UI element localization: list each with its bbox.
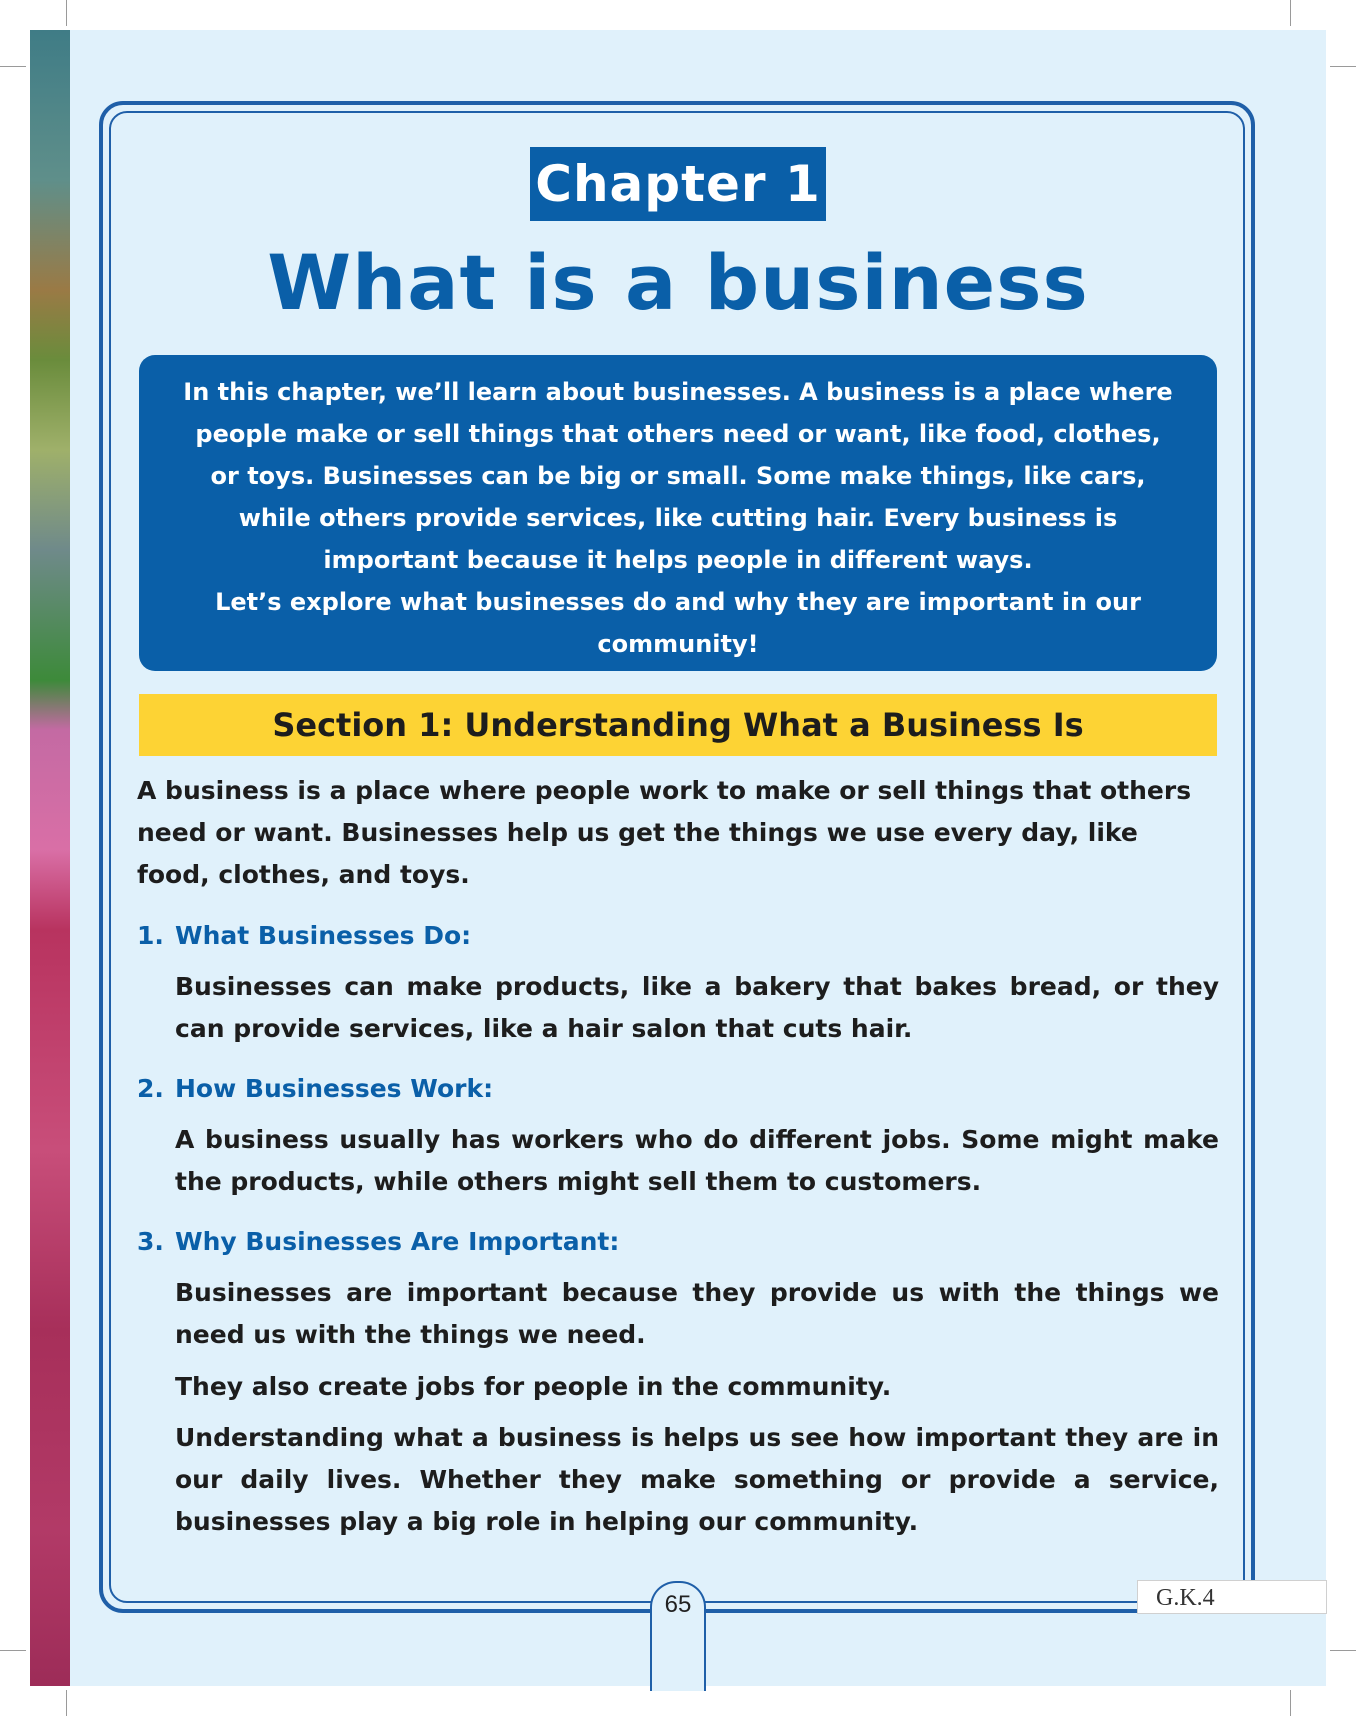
list-item-heading xyxy=(137,1221,619,1263)
crop-mark xyxy=(66,1690,67,1716)
crop-mark xyxy=(1290,0,1291,26)
crop-mark xyxy=(0,1650,26,1651)
crop-mark xyxy=(0,66,26,67)
decorative-art-strip xyxy=(30,30,70,1686)
intro-closing: Let’s explore what businesses do and why they are important in our community! xyxy=(215,588,1141,658)
list-item-heading xyxy=(137,915,471,957)
list-item-number: 2. xyxy=(137,1074,164,1103)
list-item-text: A business usually has workers who do different jobs. Some might make the products, while others might sell them to customers. xyxy=(175,1125,1219,1196)
list-item-title: How Businesses Work: xyxy=(175,1074,494,1103)
list-item-title: Why Businesses Are Important: xyxy=(175,1227,620,1256)
list-item-heading xyxy=(137,1068,493,1110)
chapter-title: What is a business xyxy=(267,238,1089,327)
section-intro: A business is a place where people work to make or sell things that others need or want. Businesses help us get the things we use every day, like food, clothes, and toys. xyxy=(137,776,1192,889)
crop-mark xyxy=(1330,1650,1356,1651)
list-item-text: Businesses are important because they provide us with the things we need us with the things we need. xyxy=(175,1278,1219,1349)
list-item-title: What Businesses Do: xyxy=(175,921,472,950)
crop-mark xyxy=(66,0,67,26)
list-item-text: They also create jobs for people in the community. xyxy=(175,1372,892,1401)
section-heading: Section 1: Understanding What a Business Is xyxy=(139,694,1217,756)
intro-box xyxy=(139,355,1217,671)
chapter-label: Chapter 1 xyxy=(530,147,826,221)
page-number: 65 xyxy=(650,1581,706,1691)
list-item-text: Understanding what a business is helps us see how important they are in our daily lives. Whether they make something or provide a service, businesses play a big role in helping our community. xyxy=(175,1423,1219,1536)
intro-paragraph: In this chapter, we’ll learn about businesses. A business is a place where people make or sell things that others need or want, like food, clothes, or toys. Businesses can be big or small. Some make things, like cars, while others provide services, like cutting hair. Every business is important because it helps people in different ways. xyxy=(183,378,1173,574)
list-item-number: 3. xyxy=(137,1227,164,1256)
crop-mark xyxy=(1290,1690,1291,1716)
book-code-label: G.K.4 xyxy=(1137,1580,1327,1614)
crop-mark xyxy=(1330,66,1356,67)
list-item-text: Businesses can make products, like a bakery that bakes bread, or they can provide services, like a hair salon that cuts hair. xyxy=(175,972,1219,1043)
list-item-number: 1. xyxy=(137,921,164,950)
